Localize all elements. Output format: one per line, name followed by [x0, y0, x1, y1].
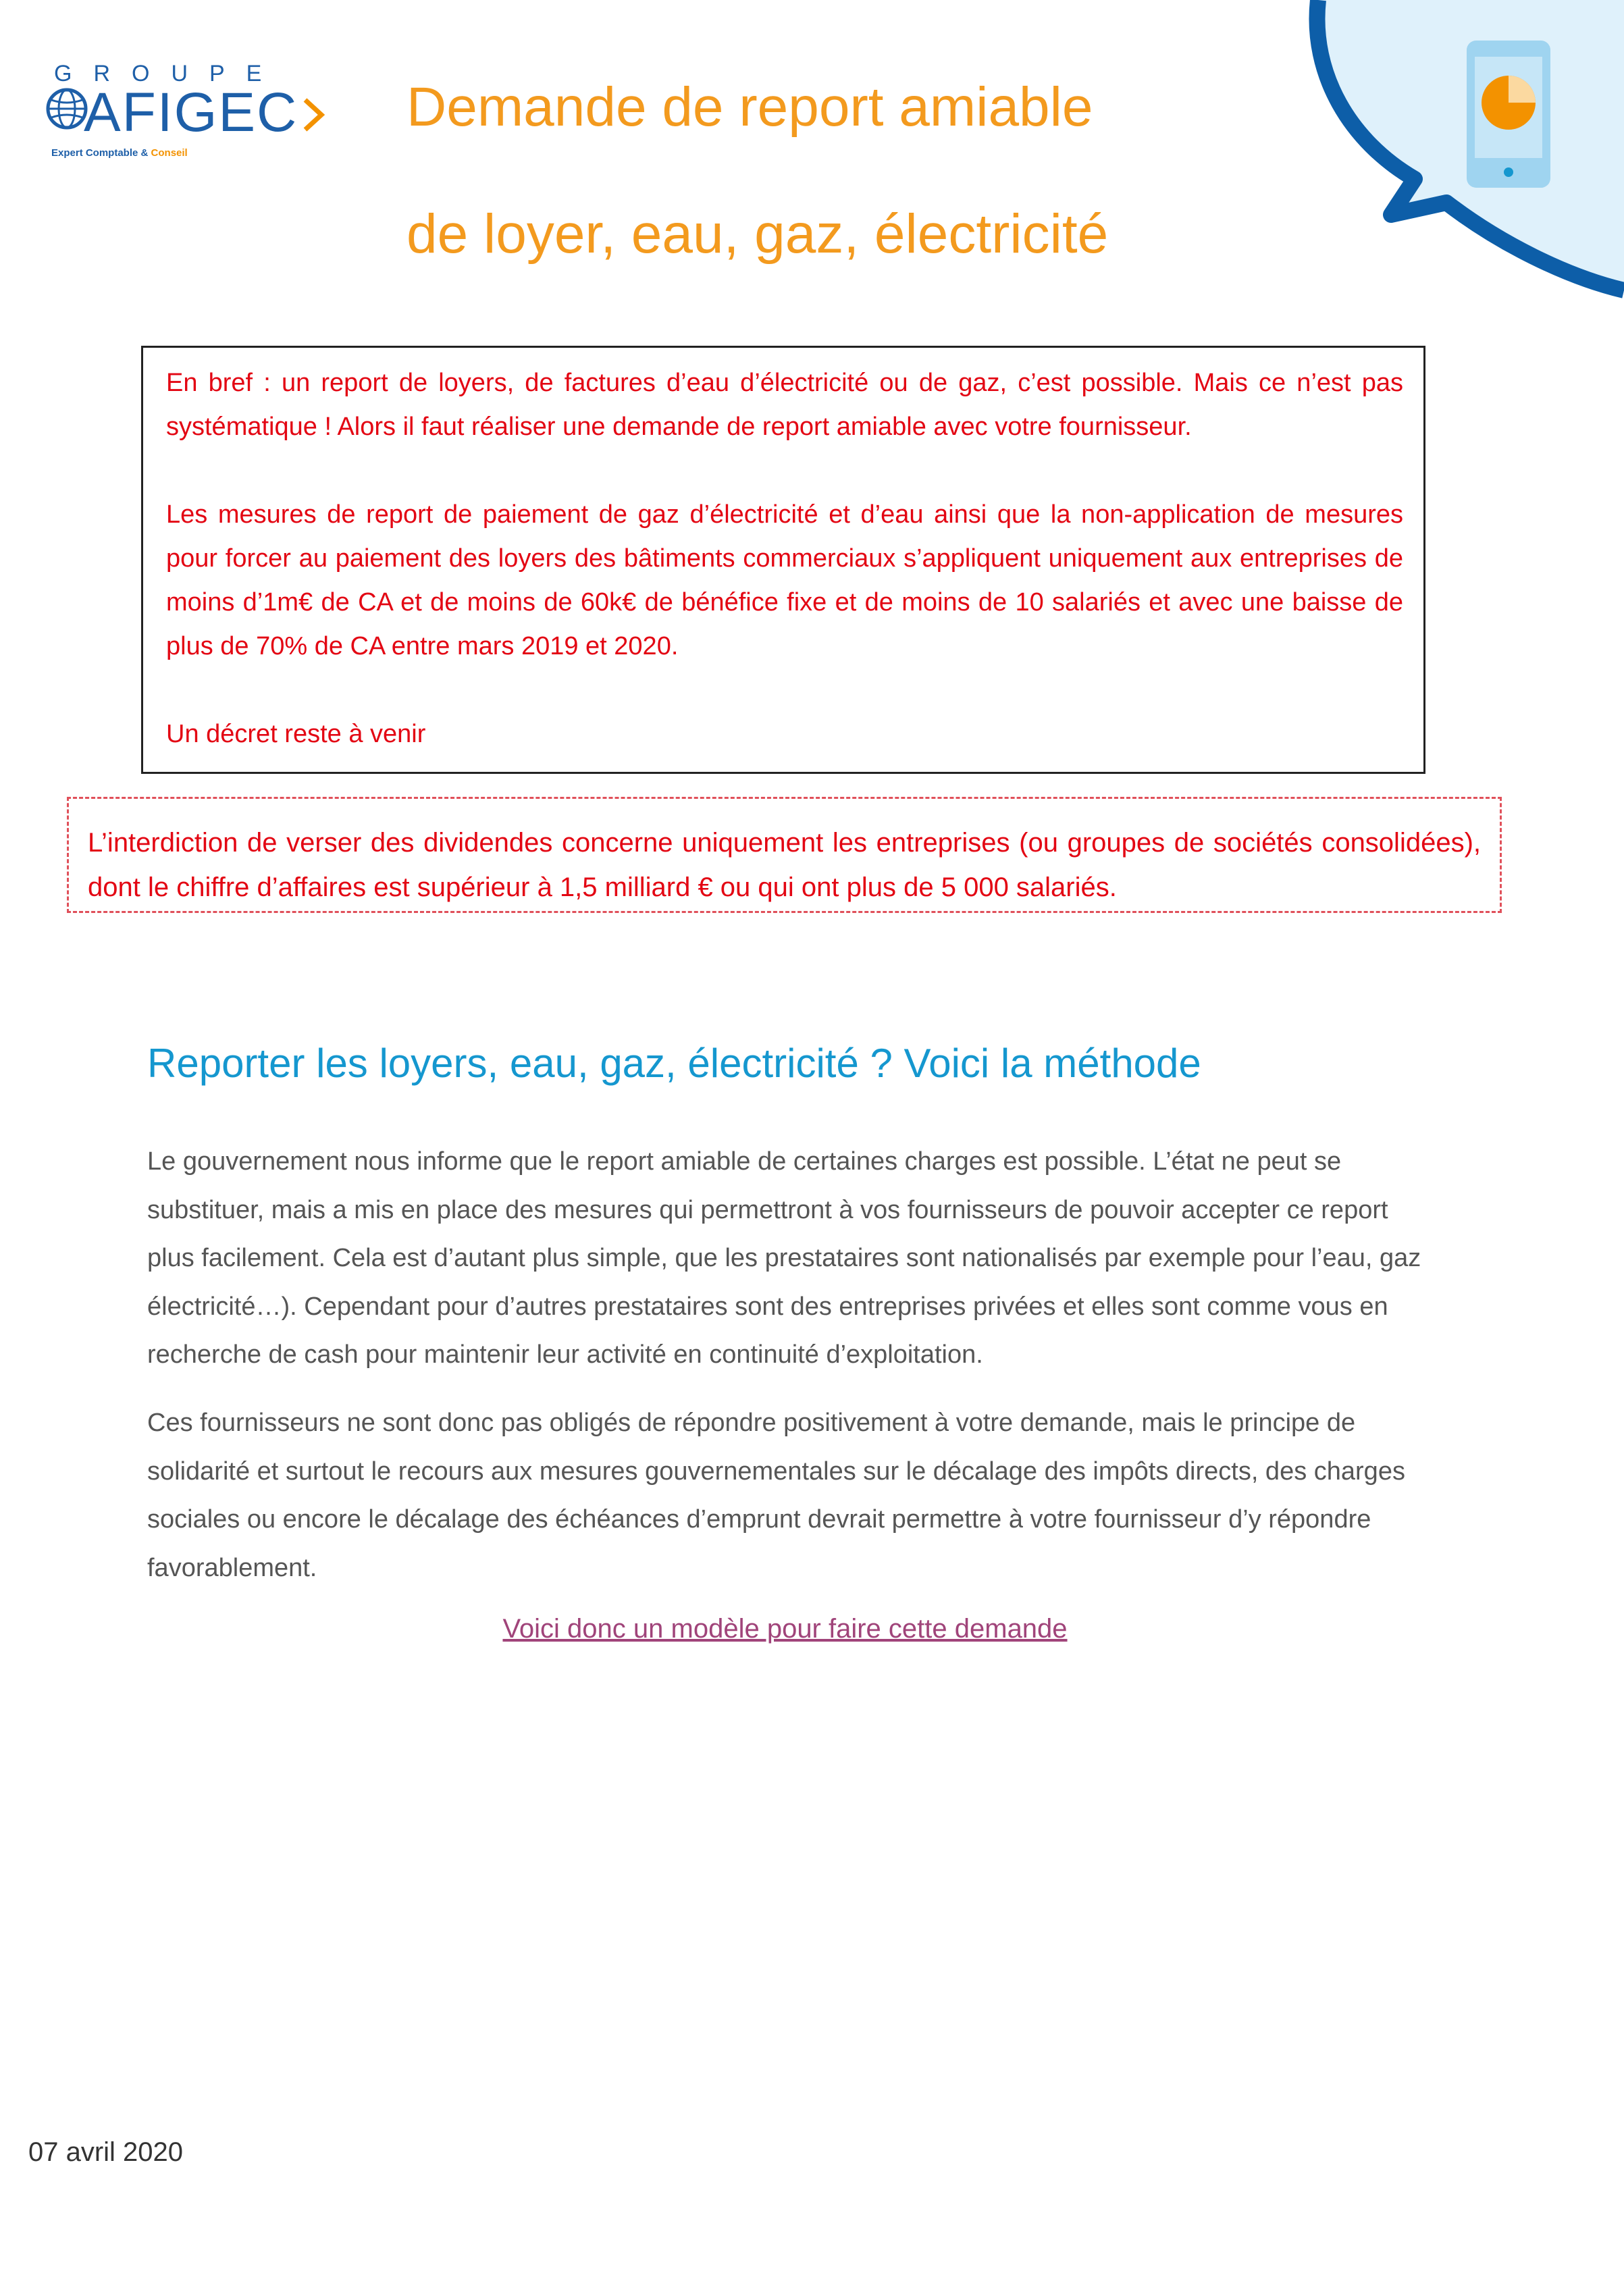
- logo-arrow-icon: [301, 95, 325, 135]
- afigec-logo: [46, 61, 330, 169]
- globe-icon: [46, 88, 88, 130]
- smartphone-pie-chart-icon: [1467, 41, 1550, 188]
- page-title-line-2: de loyer, eau, gaz, électricité: [407, 203, 1109, 265]
- dividend-notice-box: [67, 797, 1502, 913]
- logo-group-label: GROUPE: [54, 61, 284, 86]
- template-link-text[interactable]: Voici donc un modèle pour faire cette demande: [502, 1614, 1068, 1644]
- section-heading: Reporter les loyers, eau, gaz, électricité ? Voici la méthode: [147, 1041, 1201, 1086]
- summary-box: [141, 346, 1425, 774]
- logo-tagline-main: Expert Comptable &: [51, 147, 149, 159]
- footer-date: 07 avril 2020: [28, 2137, 184, 2167]
- logo-brand-name: AFIGEC: [84, 82, 298, 143]
- section-paragraph-2: Ces fournisseurs ne sont donc pas obligés de répondre positivement à votre demande, mais le principe de solidarité et surtout le recours aux mesures gouvernementales sur le décalage des impôts directs, des charges sociales ou encore le décalage des échéances d’emprunt devrait permettre à votre fournisseur d’y répondre favorablement.: [147, 1409, 1405, 1582]
- section-paragraph-1: Le gouvernement nous informe que le report amiable de certaines charges est possible. L’état ne peut se substituer, mais a mis en place des mesures qui permettront à vos fournisseurs de pouvoir accepter ce report plus facilement. Cela est d’autant plus simple, que les prestataires sont nationalisés par exemple pour l’eau, gaz électricité…). Cependant pour d’autres prestataires sont des entreprises privées et elles sont comme vous en recherche de cash pour maintenir leur activité en continuité d’exploitation.: [147, 1147, 1421, 1369]
- decorative-corner: [1269, 0, 1624, 338]
- logo-tagline: [51, 147, 188, 159]
- summary-paragraph-2: Les mesures de report de paiement de gaz d’électricité et d’eau ainsi que la non-application de mesures pour forcer au paiement des loyers des bâtiments commerciaux s’appliquent uniquement aux entreprises de moins d’1m€ de CA et de moins de 60k€ de bénéfice fixe et de moins de 10 salariés et avec une baisse de plus de 70% de CA entre mars 2019 et 2020.: [166, 500, 1403, 660]
- template-link[interactable]: [0, 1614, 1570, 1644]
- dividend-notice-text: L’interdiction de verser des dividendes concerne uniquement les entreprises (ou groupes de sociétés consolidées), dont le chiffre d’affaires est supérieur à 1,5 milliard € ou qui ont plus de 5 000 salariés.: [88, 828, 1481, 902]
- page-title-line-1: Demande de report amiable: [407, 76, 1093, 138]
- logo-tagline-accent: Conseil: [151, 147, 188, 159]
- summary-paragraph-1: En bref : un report de loyers, de factures d’eau d’électricité ou de gaz, c’est possible. Mais ce n’est pas systématique ! Alors il faut réaliser une demande de report amiable avec votre fournisseur.: [166, 369, 1403, 441]
- summary-paragraph-3: Un décret reste à venir: [166, 720, 426, 748]
